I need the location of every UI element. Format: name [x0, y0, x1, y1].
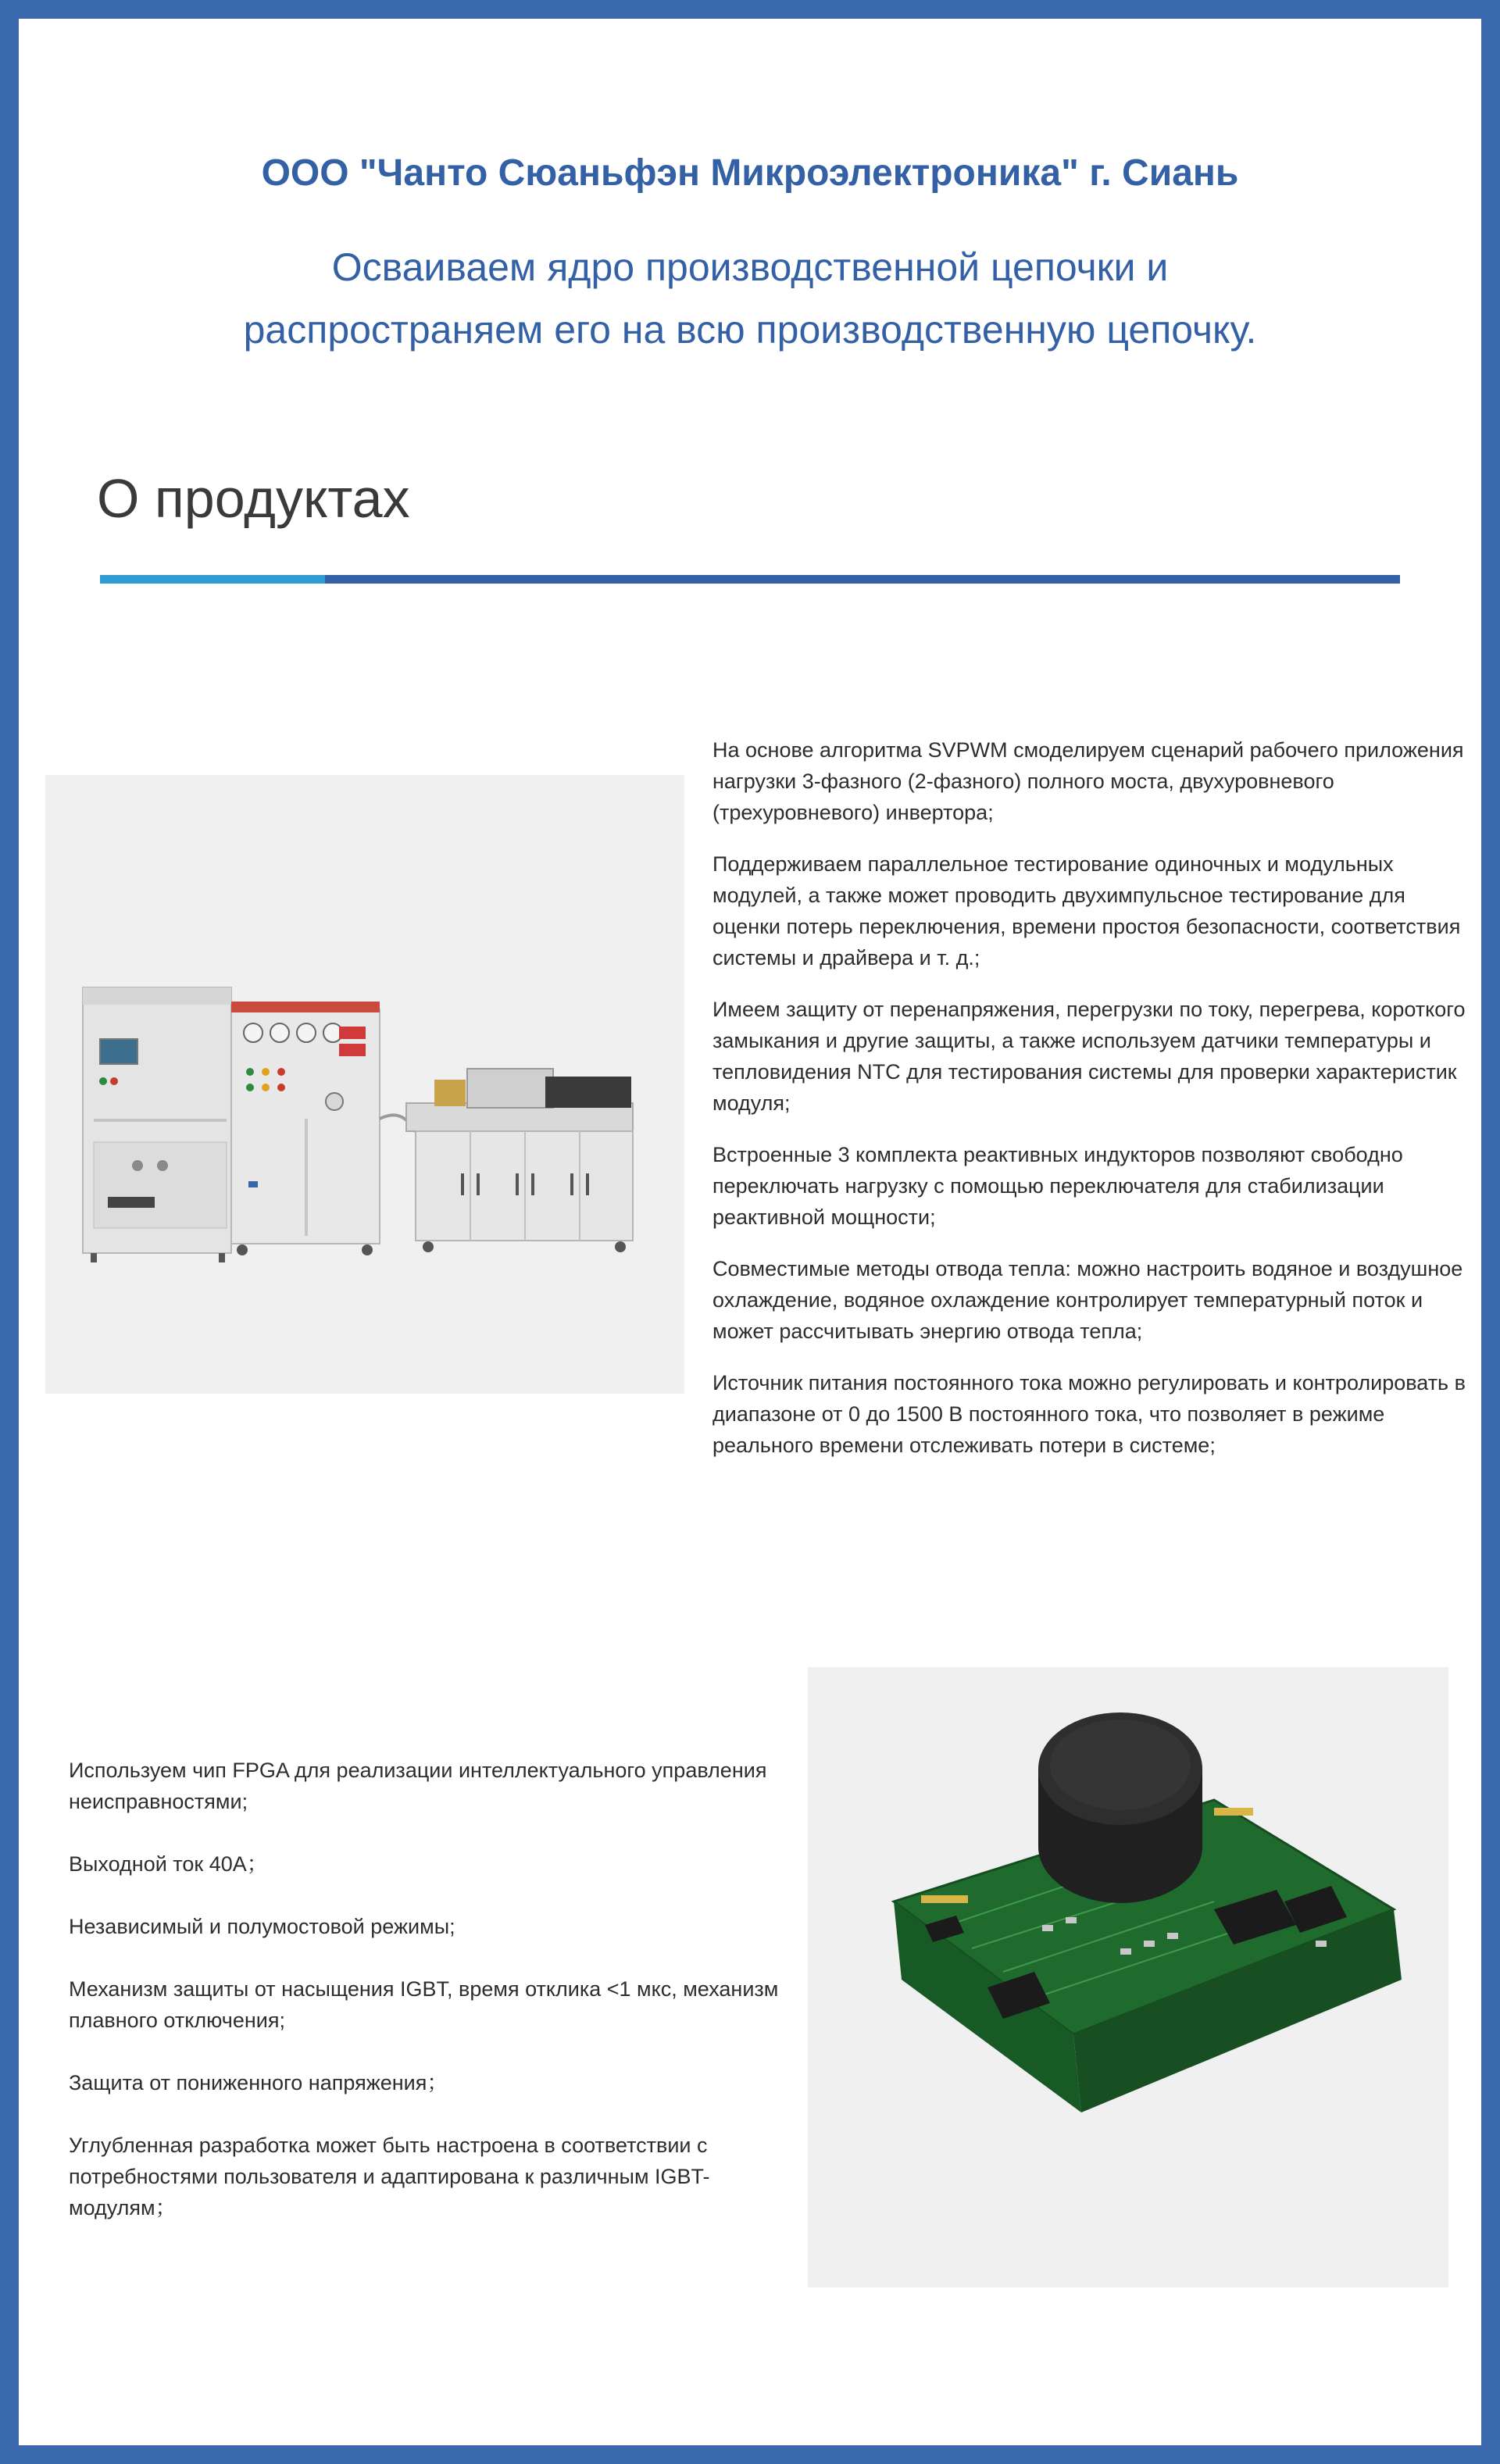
product1-feature: На основе алгоритма SVPWM смоделируем сценарий рабочего приложения нагрузки 3-фазного (2-фазного) полного моста, двухуровневого (трехуровневого) инвертора;: [712, 738, 1464, 824]
product2-feature: Углубленная разработка может быть настроена в соответствии с потребностями пользователя и адаптирована к различным IGBT-модулям；: [69, 2134, 710, 2219]
product-image-test-bench: [45, 775, 684, 1394]
product1-feature: Источник питания постоянного тока можно регулировать и контролировать в диапазоне от 0 до 1500 В постоянного тока, что позволяет в режиме реального времени отслеживать потери в системе;: [712, 1371, 1466, 1457]
test-bench-illustration: [45, 775, 684, 1394]
product1-feature: Поддерживаем параллельное тестирование одиночных и модульных модулей, а также может проводить двухимпульсное тестирование для оценки потерь переключения, времени простоя безопасности, соответствия системы и драйвера и т. д.;: [712, 852, 1461, 970]
section-divider-accent: [100, 575, 325, 584]
product2-feature: Защита от пониженного напряжения；: [69, 2071, 448, 2094]
slogan: [19, 236, 1481, 361]
company-name: ООО "Чанто Сюаньфэн Микроэлектроника" г. Сиань: [261, 152, 1239, 194]
product2-feature: Механизм защиты от насыщения IGBT, время отклика <1 мкс, механизм плавного отключения;: [69, 1977, 779, 2032]
product2-feature: Независимый и полумостовой режимы;: [69, 1915, 455, 1938]
driver-board-illustration: [808, 1667, 1448, 2287]
product2-feature: Используем чип FPGA для реализации интеллектуального управления неисправностями;: [69, 1759, 767, 1813]
product-image-driver-board: [808, 1667, 1448, 2287]
section-title: О продуктах: [97, 468, 410, 529]
page-frame: [19, 19, 1481, 2445]
slogan-line-1: Осваиваем ядро производственной цепочки и: [331, 245, 1169, 289]
product1-feature: Встроенные 3 комплекта реактивных индукторов позволяют свободно переключать нагрузку с помощью переключателя для стабилизации реактивной мощности;: [712, 1143, 1403, 1229]
slogan-line-2: распространяем его на всю производственную цепочку.: [243, 308, 1257, 352]
product1-feature: Совместимые методы отвода тепла: можно настроить водяное и воздушное охлаждение, водяное охлаждение контролирует температурный поток и может рассчитывать энергию отвода тепла;: [712, 1257, 1463, 1343]
section-divider: [100, 575, 1400, 584]
product2-description: [69, 1755, 788, 2255]
product1-feature: Имеем защиту от перенапряжения, перегрузки по току, перегрева, короткого замыкания и другие защиты, а также используем датчики температуры и тепловидения NTC для тестирования системы для проверки характеристик модуля;: [712, 998, 1466, 1115]
product2-feature: Выходной ток 40A；: [69, 1852, 268, 1876]
product1-description: [712, 734, 1478, 1481]
